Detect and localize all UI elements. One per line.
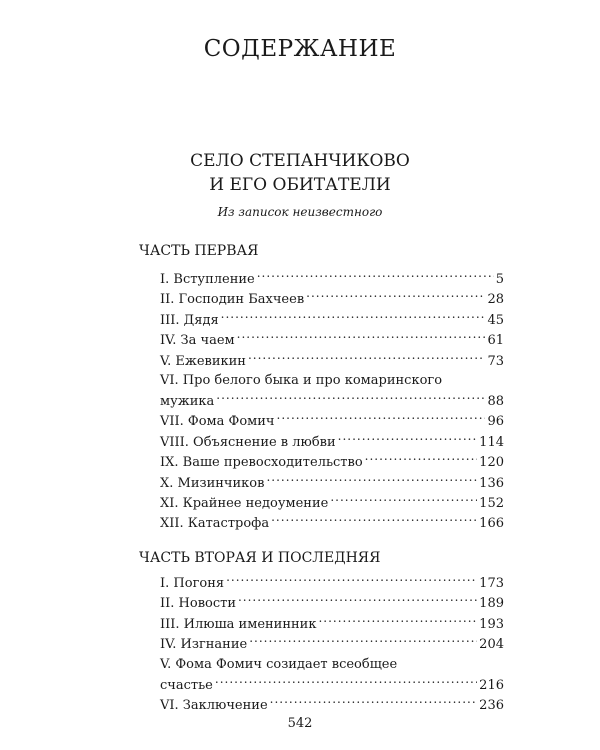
toc-entry-page: 114 (479, 434, 504, 450)
page-number: 542 (287, 716, 313, 731)
toc-entry-page: 88 (487, 393, 504, 409)
toc-entry-title: мужика (160, 393, 215, 409)
toc-entry (160, 371, 504, 411)
dot-leader (277, 411, 486, 425)
dot-leader (221, 310, 486, 324)
part-heading-2: ЧАСТЬ ВТОРАЯ И ПОСЛЕДНЯЯ (139, 550, 381, 566)
work-title-line-1: СЕЛО СТЕПАНЧИКОВО (190, 151, 410, 171)
toc-entry-page: 96 (487, 414, 504, 430)
toc-entry-title: XI. Крайнее недоумение (160, 495, 329, 511)
toc-entry-title-line-1: VI. Про белого быка и про комаринского (160, 372, 443, 388)
dot-leader (365, 452, 478, 466)
toc-entry-page: 189 (479, 596, 504, 612)
toc-entry-page: 166 (479, 516, 504, 532)
toc-entry (160, 473, 504, 493)
toc-entry (160, 513, 504, 533)
toc-entry-page: 61 (487, 333, 504, 349)
dot-leader (257, 269, 494, 283)
dot-leader (249, 634, 477, 648)
dot-leader (338, 432, 478, 446)
toc-entry (160, 634, 504, 654)
toc-entry-page: 216 (479, 677, 504, 693)
toc-entry-page: 173 (479, 576, 504, 591)
toc-entry-page: 73 (487, 353, 504, 369)
dot-leader (248, 351, 485, 365)
dot-leader (330, 493, 477, 507)
dot-leader (237, 330, 486, 344)
part-heading-1: ЧАСТЬ ПЕРВАЯ (139, 243, 259, 259)
toc-entry (160, 432, 504, 452)
dot-leader (216, 391, 485, 405)
toc-entry-title: I. Вступление (160, 272, 255, 287)
toc-entry-title: I. Погоня (160, 576, 225, 591)
toc-entry-title-line-1: V. Фома Фомич созидает всеобщее (160, 656, 398, 672)
toc-entry-title: II. Новости (160, 596, 236, 612)
toc-entry-title: VIII. Объяснение в любви (160, 434, 336, 450)
toc-entry (160, 269, 504, 289)
toc-entry-title: III. Дядя (160, 312, 219, 328)
toc-entry-page: 28 (487, 292, 504, 308)
toc-entry (160, 351, 504, 371)
toc-entry (160, 593, 504, 613)
toc-entry-page: 236 (479, 697, 504, 713)
toc-entry-title: V. Ежевикин (160, 353, 246, 369)
toc-entry-title: X. Мизинчиков (160, 475, 265, 491)
dot-leader (270, 695, 478, 709)
toc-entry-title: IV. За чаем (160, 333, 235, 349)
toc-entry-page: 193 (479, 616, 504, 632)
toc-entry-title: XII. Катастрофа (160, 516, 270, 532)
dot-leader (266, 473, 477, 487)
toc-entry (160, 695, 504, 715)
toc-entry-page: 136 (479, 475, 504, 491)
toc-entry (160, 614, 504, 634)
toc-entry (160, 655, 504, 695)
toc-entry (160, 411, 504, 431)
toc-entry (160, 493, 504, 513)
toc-entry-title: IX. Ваше превосходительство (160, 455, 363, 471)
dot-leader (306, 289, 485, 303)
toc-entry-title: II. Господин Бахчеев (160, 292, 305, 308)
toc-entry (160, 289, 504, 309)
toc-entry-page: 5 (495, 272, 504, 287)
dot-leader (271, 513, 477, 527)
dot-leader (238, 593, 477, 607)
toc-entry-page: 204 (479, 637, 504, 653)
work-subtitle: Из записок неизвестного (217, 205, 383, 219)
dot-leader (215, 675, 477, 689)
toc-entry (160, 310, 504, 330)
toc-entry-page: 120 (479, 455, 504, 471)
toc-entry (160, 573, 504, 593)
toc-entry (160, 330, 504, 350)
work-title (0, 149, 600, 197)
dot-leader (226, 573, 477, 587)
toc-entry-title: III. Илюша именинник (160, 616, 317, 632)
toc-entry-page: 45 (487, 312, 504, 328)
toc-entry (160, 452, 504, 472)
toc-part-2 (160, 573, 504, 715)
toc-entry-title: счастье (160, 677, 213, 693)
toc-entry-title: IV. Изгнание (160, 637, 248, 653)
page-title: СОДЕРЖАНИЕ (203, 36, 397, 62)
toc-entry-title: VI. Заключение (160, 697, 268, 713)
work-title-line-2: И ЕГО ОБИТАТЕЛИ (209, 175, 391, 195)
toc-entry-page: 152 (479, 495, 504, 511)
toc-part-1 (160, 269, 504, 534)
dot-leader (318, 614, 477, 628)
toc-entry-title: VII. Фома Фомич (160, 414, 275, 430)
